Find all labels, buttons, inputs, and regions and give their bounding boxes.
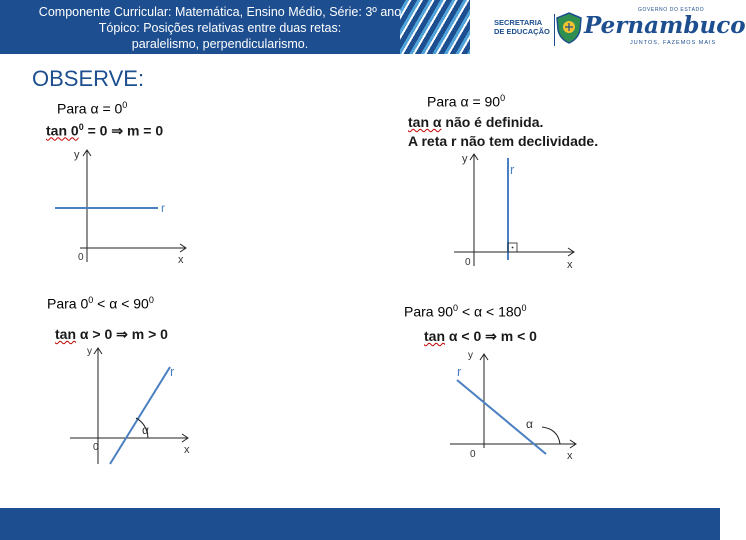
panel1-eq-sup: 0 <box>78 122 84 132</box>
brand-logo: Pernambuco <box>584 12 746 39</box>
panel4-title-sup2: 0 <box>521 303 527 313</box>
panel4-angle-arc <box>542 427 560 444</box>
panel3-equation <box>55 326 168 343</box>
panel3-title-b: < α < 90 <box>93 295 149 312</box>
panel4-y-label: y <box>468 350 473 361</box>
panel3-x-label: x <box>184 444 190 456</box>
panel1-eq-rest: = 0 ⇒ m = 0 <box>83 122 164 139</box>
header-title <box>0 4 440 52</box>
panel2-y-label: y <box>462 153 468 165</box>
panel3-r-label: r <box>170 364 175 379</box>
brand-tagline: JUNTOS, FAZEMOS MAIS <box>630 40 717 46</box>
secretaria-line-1: SECRETARIA <box>494 18 543 27</box>
panel4-graph <box>440 342 590 467</box>
panel3-alpha-label: α <box>142 423 149 437</box>
panel4-alpha-label: α <box>526 417 533 431</box>
panel3-eq-rest: α > 0 ⇒ m > 0 <box>76 326 168 342</box>
panel2-r-label: r <box>510 162 515 177</box>
panel3-title-sup2: 0 <box>148 295 154 305</box>
panel3-title-a: Para 0 <box>47 295 89 312</box>
panel4-title-sup1: 0 <box>453 303 459 313</box>
panel3-line-r <box>110 367 170 464</box>
secretaria-line-2: DE EDUCAÇÃO <box>494 27 550 36</box>
panel2-origin-label: 0 <box>465 257 471 268</box>
panel2-title <box>427 93 505 110</box>
state-seal-icon <box>556 12 582 44</box>
header-banner <box>0 0 746 60</box>
panel1-x-label: x <box>178 254 184 266</box>
panel1-y-label: y <box>74 149 80 161</box>
panel2-title-sup: 0 <box>500 93 506 103</box>
panel1-title-sup: 0 <box>122 100 128 110</box>
panel4-title-a: Para 90 <box>404 303 454 320</box>
panel4-title <box>404 303 526 320</box>
panel1-r-label: r <box>161 201 165 215</box>
logo-area <box>480 4 746 54</box>
panel1-origin-label: 0 <box>78 252 84 263</box>
header-line-2: Tópico: Posições relativas entre duas retas: <box>98 21 342 35</box>
panel4-origin-label: 0 <box>470 449 476 460</box>
observe-heading: OBSERVE: <box>32 66 145 91</box>
panel4-eq-tan: tan <box>424 328 445 344</box>
panel2-equation-2: A reta r não tem declividade. <box>408 133 599 149</box>
panel4-r-label: r <box>457 364 462 379</box>
panel1-graph <box>40 144 200 269</box>
panel2-eq-tan: tan α <box>408 114 442 130</box>
panel3-eq-tan: tan <box>55 326 76 342</box>
panel1-title-text: Para α = 0 <box>57 100 123 117</box>
panel4-title-b: < α < 180 <box>458 303 522 320</box>
panel3-origin-label: 0 <box>93 442 99 453</box>
panel1-title <box>57 100 127 117</box>
panel4-x-label: x <box>567 450 573 462</box>
panel2-right-angle-dot <box>512 247 514 249</box>
panel3-graph <box>60 342 210 467</box>
panel3-title-sup1: 0 <box>88 295 94 305</box>
brand-top-text: GOVERNO DO ESTADO <box>638 7 705 13</box>
panel1-eq-tan: tan 0 <box>46 122 79 139</box>
panel3-y-label: y <box>87 346 92 357</box>
header-line-1: Componente Curricular: Matemática, Ensino Médio, Série: 3º ano <box>38 5 402 19</box>
secretaria-logo <box>494 14 555 46</box>
panel2-title-text: Para α = 90 <box>427 93 501 110</box>
panel2-equation-1 <box>408 114 543 130</box>
panel2-x-label: x <box>567 259 573 271</box>
header-line-3: paralelismo, perpendicularismo. <box>131 37 309 51</box>
panel4-eq-rest: α < 0 ⇒ m < 0 <box>445 328 537 344</box>
panel1-equation <box>46 122 163 140</box>
footer-bar <box>0 508 720 540</box>
panel3-title <box>47 295 154 312</box>
panel2-graph <box>440 148 600 273</box>
panel2-eq-rest: não é definida. <box>441 114 544 130</box>
